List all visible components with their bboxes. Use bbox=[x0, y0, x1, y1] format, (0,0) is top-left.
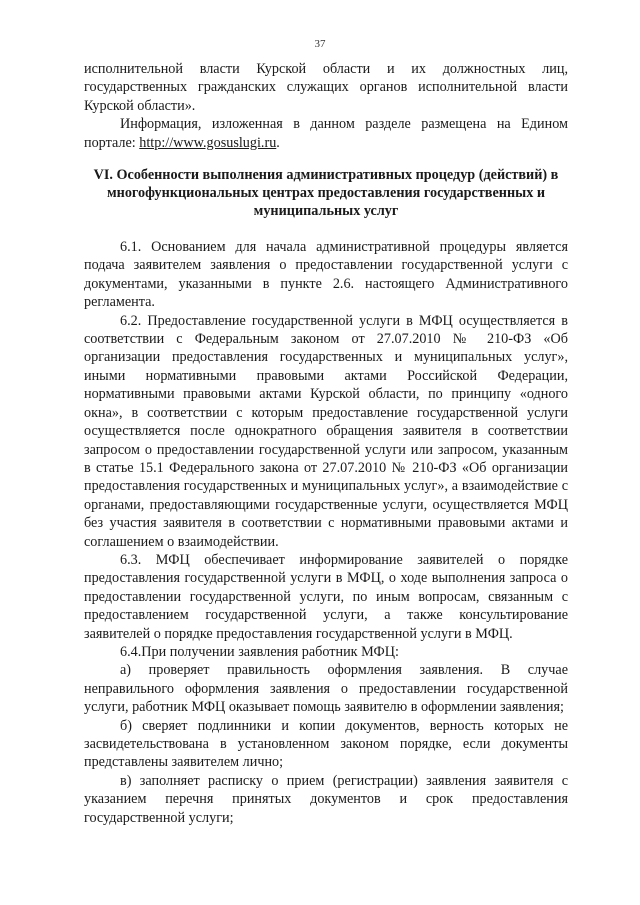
portal-link[interactable]: http://www.gosuslugi.ru bbox=[139, 134, 277, 151]
paragraph-6-4-c: в) заполняет расписку о прием (регистрации) заявления заявителя с указанием перечня принятых документов и срок предоставления государственной услуги; bbox=[84, 772, 568, 826]
info-paragraph bbox=[84, 115, 568, 152]
paragraph-6-2: 6.2. Предоставление государственной услуги в МФЦ осуществляется в соответствии с Федеральным законом от 27.07.2010 № 210-ФЗ «Об организации предоставления государственных и муниципальных услуг», иными нормативными правовыми актами Российской Федерации, нормативными правовыми актами Курской области, по принципу «одного окна», в соответствии с которым предоставление государственной услуги осуществляется после однократного обращения заявителя в соответствии запросом о предоставлении государственной услуги или запросом, указанным в статье 15.1 Федерального закона от 27.07.2010 № 210-ФЗ «Об организации предоставления государственных и муниципальных услуг», а взаимодействие с органами, предоставляющими государственные услуги, осуществляется МФЦ без участия заявителя в соответствии с нормативными правовыми актами и соглашением о взаимодействии. bbox=[84, 312, 568, 550]
paragraph-6-4-a: а) проверяет правильность оформления заявления. В случае неправильного оформления заявления о предоставлении государственной услуги, работник МФЦ оказывает помощь заявителю в оформлении заявления; bbox=[84, 662, 568, 716]
paragraph-6-3: 6.3. МФЦ обеспечивает информирование заявителей о порядке предоставления государственной услуги в МФЦ, о ходе выполнения запроса о предоставлении государственной услуги, по иным вопросам, связанным с предоставлением государственной услуги, а также консультирование заявителей о порядке предоставления государственной услуги в МФЦ. bbox=[84, 551, 568, 642]
document-body bbox=[84, 60, 568, 827]
paragraph-6-4: 6.4.При получении заявления работник МФЦ: bbox=[120, 643, 399, 660]
intro-continuation: исполнительной власти Курской области и их должностных лиц, государственных гражданских служащих органов исполнительной власти Курской области». bbox=[84, 61, 568, 114]
info-suffix: . bbox=[276, 134, 280, 151]
info-text: Информация, изложенная в данном разделе размещена на Едином портале: bbox=[84, 116, 568, 151]
page-number: 37 bbox=[314, 38, 326, 50]
paragraph-6-1: 6.1. Основанием для начала административной процедуры является подача заявителем заявления о предоставлении государственной услуги с документами, указанными в пункте 2.6. настоящего Административного регламента. bbox=[84, 239, 568, 311]
paragraph-6-4-b: б) сверяет подлинники и копии документов, верность которых не засвидетельствована в установленном законом порядке, если документы представлены заявителем лично; bbox=[84, 717, 568, 771]
section-title: VI. Особенности выполнения административных процедур (действий) в многофункциональных центрах предоставления государственных и муниципальных услуг bbox=[93, 167, 559, 220]
